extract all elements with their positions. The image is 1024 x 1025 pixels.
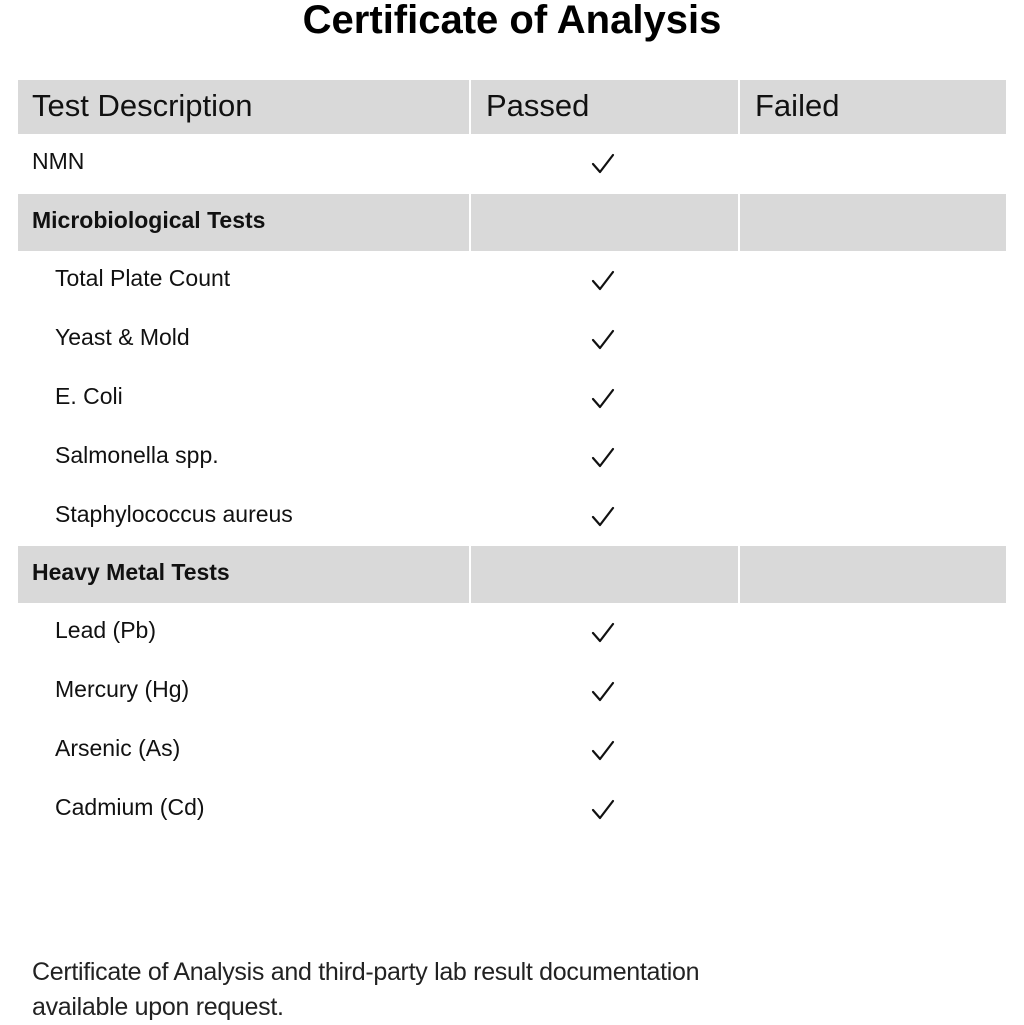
cell-passed [471, 369, 738, 428]
test-name: Lead (Pb) [55, 617, 157, 643]
cell-description [18, 603, 469, 662]
checkmark-icon [590, 680, 616, 704]
analysis-table [18, 80, 1006, 839]
test-name: Staphylococcus aureus [55, 501, 293, 527]
header-cell-passed [471, 80, 738, 134]
test-name: Cadmium (Cd) [55, 794, 205, 820]
cell-failed [740, 369, 1006, 428]
cell-description [18, 369, 469, 428]
cell-failed [740, 428, 1006, 487]
cell-description [18, 721, 469, 780]
checkmark-icon [590, 798, 616, 822]
section-title: Heavy Metal Tests [32, 559, 230, 585]
test-name: Yeast & Mold [55, 324, 190, 350]
test-name: NMN [32, 148, 85, 174]
cell-failed [740, 194, 1006, 251]
cell-passed [471, 310, 738, 369]
table-row [18, 369, 1006, 428]
checkmark-icon [590, 328, 616, 352]
cell-description [18, 251, 469, 310]
table-body [18, 134, 1006, 839]
test-name: Arsenic (As) [55, 735, 181, 761]
section-title: Microbiological Tests [32, 207, 266, 233]
cell-failed [740, 310, 1006, 369]
table-row [18, 310, 1006, 369]
column-header-passed: Passed [486, 88, 590, 123]
column-header-failed: Failed [755, 88, 840, 123]
cell-passed [471, 487, 738, 546]
footer-note: Certificate of Analysis and third-party lab result documentation available upon request. [32, 958, 700, 1021]
checkmark-icon [590, 269, 616, 293]
checkmark-icon [590, 505, 616, 529]
cell-failed [740, 721, 1006, 780]
cell-passed [471, 428, 738, 487]
checkmark-icon [590, 387, 616, 411]
checkmark-icon [590, 152, 616, 176]
table-row [18, 487, 1006, 546]
test-name: Total Plate Count [55, 265, 231, 291]
cell-passed [471, 780, 738, 839]
cell-description [18, 134, 469, 194]
cell-description [18, 487, 469, 546]
table-row [18, 780, 1006, 839]
section-header-row [18, 194, 1006, 251]
section-header-row [18, 546, 1006, 603]
test-name: Salmonella spp. [55, 442, 219, 468]
test-name: E. Coli [55, 383, 123, 409]
cell-description [18, 546, 469, 603]
checkmark-icon [590, 739, 616, 763]
cell-failed [740, 603, 1006, 662]
cell-failed [740, 780, 1006, 839]
cell-failed [740, 662, 1006, 721]
cell-description [18, 428, 469, 487]
cell-passed [471, 251, 738, 310]
cell-description [18, 780, 469, 839]
cell-passed [471, 721, 738, 780]
cell-failed [740, 546, 1006, 603]
column-header-description: Test Description [32, 88, 253, 123]
cell-passed [471, 662, 738, 721]
cell-passed [471, 603, 738, 662]
table-row [18, 603, 1006, 662]
page-title: Certificate of Analysis [302, 0, 722, 42]
cell-description [18, 310, 469, 369]
table-row [18, 134, 1006, 194]
cell-passed [471, 546, 738, 603]
header-cell-description [18, 80, 469, 134]
checkmark-icon [590, 446, 616, 470]
cell-passed [471, 194, 738, 251]
header-cell-failed [740, 80, 1006, 134]
cell-failed [740, 487, 1006, 546]
checkmark-icon [590, 621, 616, 645]
table-row [18, 251, 1006, 310]
table-row [18, 662, 1006, 721]
table-row [18, 428, 1006, 487]
cell-failed [740, 134, 1006, 194]
table-header-row [18, 80, 1006, 134]
test-name: Mercury (Hg) [55, 676, 190, 702]
cell-passed [471, 134, 738, 194]
cell-description [18, 662, 469, 721]
table-row [18, 721, 1006, 780]
cell-description [18, 194, 469, 251]
cell-failed [740, 251, 1006, 310]
